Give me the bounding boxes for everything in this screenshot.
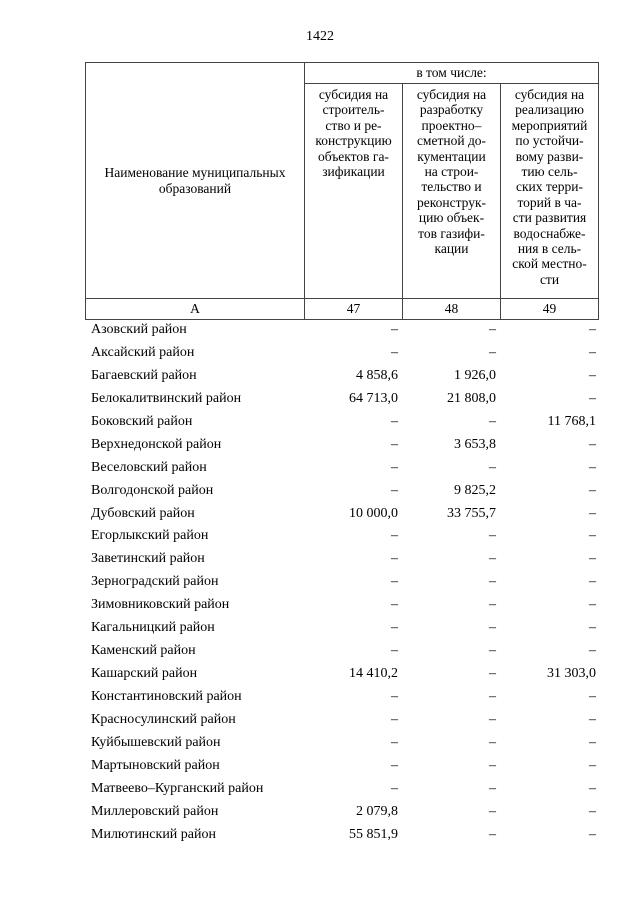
value-col-49: – bbox=[589, 826, 596, 842]
value-col-48: 33 755,7 bbox=[447, 505, 496, 521]
value-col-49: – bbox=[589, 757, 596, 773]
value-col-47: – bbox=[391, 574, 398, 590]
table-header bbox=[85, 62, 599, 320]
municipality-name: Кагальницкий район bbox=[91, 620, 215, 636]
table-row bbox=[85, 732, 600, 755]
municipality-name: Каменский район bbox=[91, 643, 196, 659]
value-col-48: – bbox=[489, 734, 496, 750]
value-col-48: – bbox=[489, 344, 496, 360]
value-col-47: – bbox=[391, 643, 398, 659]
table-row bbox=[85, 778, 600, 801]
municipality-name: Константиновский район bbox=[91, 689, 242, 704]
table-row bbox=[85, 640, 600, 663]
value-col-47: – bbox=[391, 620, 398, 636]
value-col-48: 21 808,0 bbox=[447, 390, 496, 406]
value-col-47: – bbox=[391, 551, 398, 567]
table-row bbox=[85, 548, 600, 571]
municipality-name: Волгодонской район bbox=[91, 482, 214, 498]
municipality-name: Боковский район bbox=[91, 413, 193, 429]
table-row bbox=[85, 824, 600, 847]
page-number: 1422 bbox=[306, 29, 334, 44]
value-col-47: – bbox=[391, 757, 398, 773]
value-col-49: – bbox=[589, 643, 596, 659]
table-row bbox=[85, 388, 600, 411]
municipality-name: Красносулинский район bbox=[91, 711, 236, 727]
value-col-47: – bbox=[391, 734, 398, 750]
municipality-name: Матвеево–Курганский район bbox=[91, 780, 264, 796]
value-col-49: 31 303,0 bbox=[547, 666, 596, 682]
value-col-47: – bbox=[391, 711, 398, 727]
table-row bbox=[85, 571, 600, 594]
value-col-47: 2 079,8 bbox=[356, 803, 398, 819]
value-col-49: – bbox=[589, 390, 596, 406]
column-number-49: 49 bbox=[501, 299, 599, 320]
value-col-48: – bbox=[489, 597, 496, 613]
value-col-49: – bbox=[589, 505, 596, 521]
value-col-48: – bbox=[489, 459, 496, 475]
column-number-a: А bbox=[86, 299, 305, 320]
municipality-name: Зимовниковский район bbox=[91, 597, 230, 613]
value-col-49: – bbox=[589, 436, 596, 452]
value-col-49: – bbox=[589, 482, 596, 498]
value-col-49: – bbox=[589, 322, 596, 337]
value-col-47: 4 858,6 bbox=[356, 367, 398, 383]
value-col-47: 55 851,9 bbox=[349, 826, 398, 842]
value-col-48: – bbox=[489, 528, 496, 544]
value-col-47: – bbox=[391, 528, 398, 544]
value-col-47: 14 410,2 bbox=[349, 666, 398, 682]
value-col-48: – bbox=[489, 689, 496, 704]
value-col-47: – bbox=[391, 689, 398, 704]
value-col-49: – bbox=[589, 551, 596, 567]
table-row bbox=[85, 365, 600, 388]
value-col-48: – bbox=[489, 826, 496, 842]
municipality-name: Заветинский район bbox=[91, 551, 205, 567]
column-header-48: субсидия на разработку проектно– сметной до- кументации на строи- тельство и реконструк- цию объек- тов газифи- кации bbox=[403, 84, 501, 299]
municipality-name: Куйбышевский район bbox=[91, 734, 221, 750]
table-body bbox=[85, 319, 600, 847]
table-row bbox=[85, 801, 600, 824]
column-header-name: Наименование муниципальных образований bbox=[86, 63, 305, 299]
municipality-name: Зерноградский район bbox=[91, 574, 219, 590]
table-row bbox=[85, 617, 600, 640]
table-row bbox=[85, 663, 600, 686]
table-row bbox=[85, 686, 600, 709]
column-header-49: субсидия на реализацию мероприятий по устойчи- вому разви- тию сель- ских терри- торий в ча- сти развития водоснабже- ния в сель- ской местно- сти bbox=[501, 84, 599, 299]
value-col-48: – bbox=[489, 803, 496, 819]
value-col-49: – bbox=[589, 597, 596, 613]
value-col-49: – bbox=[589, 711, 596, 727]
municipality-name: Азовский район bbox=[91, 322, 187, 337]
value-col-48: – bbox=[489, 757, 496, 773]
value-col-48: – bbox=[489, 620, 496, 636]
table-row bbox=[85, 411, 600, 434]
value-col-49: – bbox=[589, 459, 596, 475]
table-row bbox=[85, 342, 600, 365]
municipality-name: Егорлыкский район bbox=[91, 528, 209, 544]
municipality-name: Верхнедонской район bbox=[91, 436, 222, 452]
value-col-48: – bbox=[489, 551, 496, 567]
value-col-49: – bbox=[589, 620, 596, 636]
value-col-48: – bbox=[489, 413, 496, 429]
value-col-48: 3 653,8 bbox=[454, 436, 496, 452]
value-col-48: – bbox=[489, 711, 496, 727]
table-row bbox=[85, 503, 600, 526]
value-col-49: – bbox=[589, 528, 596, 544]
value-col-47: 64 713,0 bbox=[349, 390, 398, 406]
value-col-48: – bbox=[489, 643, 496, 659]
municipality-name: Мартыновский район bbox=[91, 757, 220, 773]
table-row bbox=[85, 434, 600, 457]
value-col-47: – bbox=[391, 482, 398, 498]
municipality-name: Аксайский район bbox=[91, 344, 195, 360]
value-col-47: – bbox=[391, 597, 398, 613]
table-row bbox=[85, 594, 600, 617]
municipality-name: Миллеровский район bbox=[91, 803, 219, 819]
value-col-48: – bbox=[489, 666, 496, 682]
table-row bbox=[85, 755, 600, 778]
municipality-name: Кашарский район bbox=[91, 666, 198, 682]
table-row bbox=[85, 457, 600, 480]
value-col-47: – bbox=[391, 322, 398, 337]
value-col-49: – bbox=[589, 344, 596, 360]
value-col-47: – bbox=[391, 459, 398, 475]
value-col-48: – bbox=[489, 574, 496, 590]
municipality-name: Багаевский район bbox=[91, 367, 197, 383]
value-col-48: 9 825,2 bbox=[454, 482, 496, 498]
value-col-49: – bbox=[589, 734, 596, 750]
value-col-49: – bbox=[589, 803, 596, 819]
table-row bbox=[85, 319, 600, 342]
column-number-48: 48 bbox=[403, 299, 501, 320]
value-col-49: – bbox=[589, 780, 596, 796]
municipality-name: Белокалитвинский район bbox=[91, 390, 242, 406]
column-group-header: в том числе: bbox=[305, 63, 599, 84]
value-col-49: – bbox=[589, 689, 596, 704]
municipality-name: Дубовский район bbox=[91, 505, 195, 521]
column-header-47: субсидия на строитель- ство и ре- конструкцию объектов га- зификации bbox=[305, 84, 403, 299]
value-col-48: 1 926,0 bbox=[454, 367, 496, 383]
value-col-48: – bbox=[489, 322, 496, 337]
value-col-47: – bbox=[391, 413, 398, 429]
value-col-47: – bbox=[391, 344, 398, 360]
municipality-name: Милютинский район bbox=[91, 826, 217, 842]
municipality-name: Веселовский район bbox=[91, 459, 207, 475]
table-row bbox=[85, 709, 600, 732]
table-row bbox=[85, 525, 600, 548]
value-col-47: – bbox=[391, 780, 398, 796]
column-number-47: 47 bbox=[305, 299, 403, 320]
value-col-49: – bbox=[589, 367, 596, 383]
value-col-49: 11 768,1 bbox=[547, 413, 596, 429]
table-row bbox=[85, 480, 600, 503]
value-col-49: – bbox=[589, 574, 596, 590]
value-col-47: 10 000,0 bbox=[349, 505, 398, 521]
value-col-47: – bbox=[391, 436, 398, 452]
value-col-48: – bbox=[489, 780, 496, 796]
